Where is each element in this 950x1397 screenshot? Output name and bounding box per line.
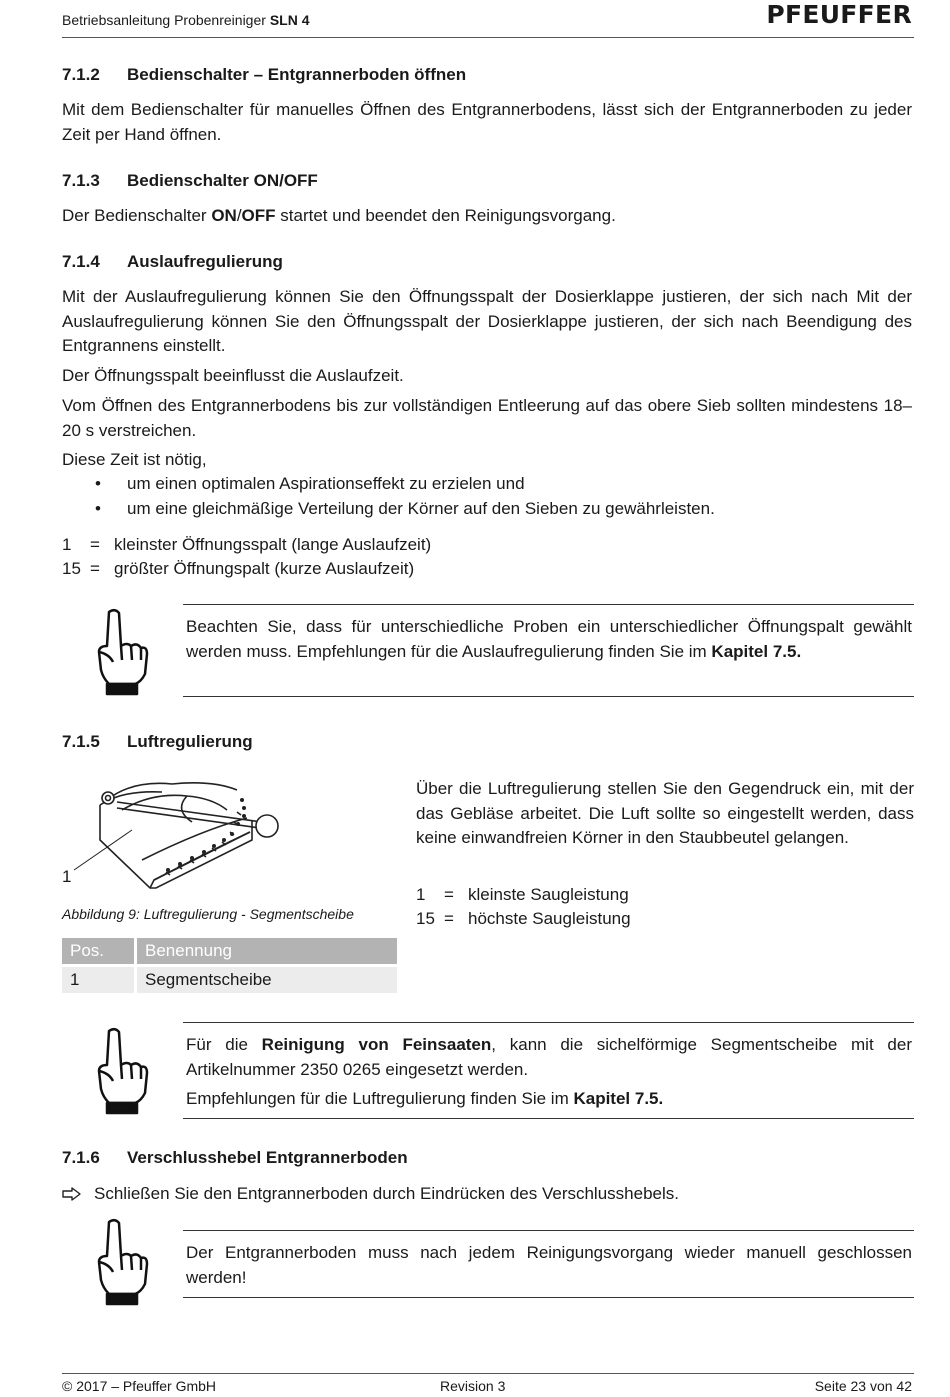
- list-item-text: um eine gleichmäßige Verteilung der Körner auf den Sieben zu gewährleisten.: [127, 499, 715, 518]
- section-number: 7.1.2: [62, 65, 100, 84]
- section-title: Verschlusshebel Entgrannerboden: [127, 1148, 408, 1167]
- off-label: OFF: [241, 206, 276, 225]
- pfeuffer-logo: PFEUFFER: [766, 0, 912, 29]
- note-top-rule: [183, 1022, 914, 1023]
- text-fragment: startet und beendet den Reinigungsvorgang.: [275, 206, 616, 225]
- bullet-icon: •: [95, 474, 101, 493]
- table-cell: Segmentscheibe: [137, 967, 397, 993]
- scale-key: 1: [62, 535, 72, 554]
- pointing-hand-icon: [95, 608, 150, 698]
- scale-key: 15: [62, 559, 81, 578]
- note-body: , kann die sichelförmige Segmentscheibe mit der Artikelnummer 2350 0265 eingesetzt werden.: [186, 1035, 912, 1079]
- footer-revision: Revision 3: [440, 1378, 506, 1394]
- heading-7-1-5: [62, 732, 253, 752]
- pointing-hand-icon: [95, 1218, 150, 1308]
- scale-text: kleinster Öffnungsspalt (lange Auslaufzeit): [114, 535, 432, 554]
- list-item: [95, 499, 715, 519]
- segment-disc-figure: [62, 770, 292, 895]
- instruction-text: Schließen Sie den Entgrannerboden durch Eindrücken des Verschlusshebels.: [94, 1184, 679, 1203]
- note-bottom-rule: [183, 696, 914, 697]
- scale-row: [62, 559, 414, 579]
- paragraph-7-1-4-b: Der Öffnungsspalt beeinflusst die Auslaufzeit.: [62, 366, 404, 385]
- table-cell: 1: [62, 967, 134, 993]
- chapter-reference: Kapitel 7.5.: [711, 641, 802, 661]
- figure-caption: Abbildung 9: Luftregulierung - Segmentscheibe: [62, 906, 354, 922]
- table-row: [62, 967, 397, 993]
- instruction-item: [62, 1184, 679, 1204]
- note-top-rule: [183, 1230, 914, 1231]
- footer-page-number: Seite 23 von 42: [814, 1378, 912, 1394]
- note-top-rule: [183, 604, 914, 605]
- paragraph-7-1-4-a: Mit der Auslaufregulierung können Sie den Öffnungsspalt der Dosierklappe justieren, der sich nach Mit der Auslaufregulierung können Sie den Öffnungsspalt der Dosierklappe justieren, der sich nach Beendigung des Entgrannens einstellt.: [62, 287, 912, 355]
- section-title: Bedienschalter – Entgrannerboden öffnen: [127, 65, 467, 84]
- section-number: 7.1.3: [62, 171, 100, 190]
- scale-row: [416, 885, 629, 905]
- scale-eq: =: [90, 559, 100, 578]
- column-header-benennung: Benennung: [137, 938, 397, 964]
- heading-7-1-6: [62, 1148, 408, 1168]
- text-fragment: Der Bedienschalter: [62, 206, 212, 225]
- paragraph-7-1-5: Über die Luftregulierung stellen Sie den Gegendruck ein, mit der das Gebläse arbeitet. Die Luft sollte so eingestellt werden, dass keine einwandfreien Körner in den Staubbeutel gelangen.: [416, 779, 914, 847]
- list-item-text: um einen optimalen Aspirationseffekt zu erzielen und: [127, 474, 525, 493]
- note-body: Beachten Sie, dass für unterschiedliche Proben ein unterschiedlicher Öffnungspalt gewählt werden muss. Empfehlungen für die Auslaufregulierung finden Sie im: [186, 617, 912, 661]
- note-body: Empfehlungen für die Luftregulierung finden Sie im: [186, 1089, 574, 1108]
- section-title: Auslaufregulierung: [127, 252, 283, 271]
- model-name: SLN 4: [269, 12, 310, 28]
- note-text-7-1-4: [186, 615, 912, 664]
- pointing-hand-icon: [95, 1027, 150, 1117]
- scale-key: 15: [416, 909, 435, 928]
- bullet-icon: •: [95, 499, 101, 518]
- note-text-7-1-5: [186, 1033, 912, 1082]
- chapter-reference: Kapitel 7.5.: [573, 1089, 664, 1108]
- footer-copyright: © 2017 – Pfeuffer GmbH: [62, 1378, 217, 1394]
- paragraph-7-1-4-c: Vom Öffnen des Entgrannerbodens bis zur vollständigen Entleerung auf das obere Sieb sollten mindestens 18–20 s verstreichen.: [62, 396, 912, 440]
- section-title: Luftregulierung: [127, 732, 253, 751]
- arrow-right-icon: [62, 1187, 82, 1201]
- scale-text: höchste Saugleistung: [468, 909, 631, 928]
- table-header-row: [62, 938, 397, 964]
- figure-callout-1: 1: [62, 867, 72, 886]
- scale-text: kleinste Saugleistung: [468, 885, 629, 904]
- note-bottom-rule: [183, 1118, 914, 1119]
- column-header-pos: Pos.: [62, 938, 134, 964]
- section-number: 7.1.5: [62, 732, 100, 751]
- text-fragment: /: [236, 206, 242, 225]
- header-doc-title: [62, 12, 310, 28]
- heading-7-1-2: [62, 65, 466, 85]
- paragraph-7-1-4-d: Diese Zeit ist nötig,: [62, 450, 207, 469]
- section-title: Bedienschalter ON/OFF: [127, 171, 318, 190]
- scale-row: [416, 909, 631, 929]
- header-divider: [62, 37, 914, 38]
- scale-key: 1: [416, 885, 426, 904]
- note-emphasis: Reinigung von Feinsaaten: [261, 1035, 492, 1054]
- note-body: Für die: [186, 1035, 262, 1054]
- list-item: [95, 474, 525, 494]
- section-number: 7.1.6: [62, 1148, 100, 1167]
- scale-eq: =: [444, 885, 454, 904]
- doc-title: Betriebsanleitung Probenreiniger: [62, 12, 266, 28]
- scale-text: größter Öffnungspalt (kurze Auslaufzeit): [114, 559, 415, 578]
- note-text-7-1-6: Der Entgrannerboden muss nach jedem Reinigungsvorgang wieder manuell geschlossen werden!: [186, 1243, 912, 1287]
- note-bottom-rule: [183, 1297, 914, 1298]
- on-label: ON: [211, 206, 237, 225]
- note-text-7-1-5-b: [186, 1087, 912, 1112]
- heading-7-1-4: [62, 252, 283, 272]
- heading-7-1-3: [62, 171, 318, 191]
- section-number: 7.1.4: [62, 252, 100, 271]
- paragraph-7-1-3: [62, 204, 912, 229]
- scale-eq: =: [90, 535, 100, 554]
- scale-eq: =: [444, 909, 454, 928]
- position-table: [59, 935, 400, 996]
- footer-divider: [62, 1373, 914, 1374]
- paragraph-7-1-2: Mit dem Bedienschalter für manuelles Öffnen des Entgrannerbodens, lässt sich der Entgrannerboden zu jeder Zeit per Hand öffnen.: [62, 100, 912, 144]
- scale-row: [62, 535, 431, 555]
